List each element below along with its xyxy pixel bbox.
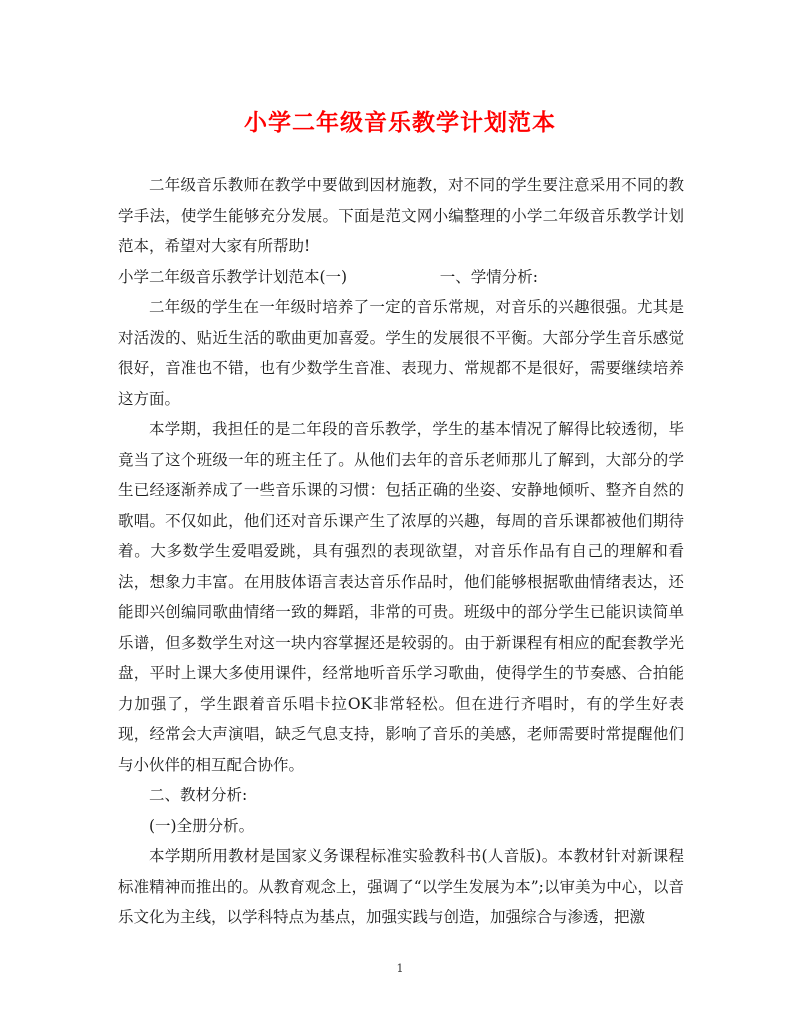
intro-paragraph: 二年级音乐教师在教学中要做到因材施教，对不同的学生要注意采用不同的教学手法，使学生能够充分发展。下面是范文网小编整理的小学二年级音乐教学计划范本，希望对大家有所帮助! — [118, 176, 684, 255]
page-number: 1 — [396, 962, 404, 975]
document-title: 小学二年级音乐教学计划范本 — [244, 109, 556, 136]
section-heading-2: 二、教材分析: — [149, 786, 248, 804]
subheading-1: (一)全册分析。 — [149, 816, 255, 835]
section-heading-1: 一、学情分析: — [439, 267, 538, 286]
paragraph-1: 二年级的学生在一年级时培养了一定的音乐常规，对音乐的兴趣很强。尤其是对活泼的、贴近生活的歌曲更加喜爱。学生的发展很不平衡。大部分学生音乐感觉很好，音准也不错，也有少数学生音准、表现力、常规都不是很好，需要继续培养这方面。 — [118, 298, 684, 408]
section-label: 小学二年级音乐教学计划范本(一) — [118, 267, 348, 286]
section-heading-row — [118, 262, 538, 293]
paragraph-2: 本学期，我担任的是二年段的音乐教学，学生的基本情况了解得比较透彻，毕竟当了这个班级一年的班主任了。从他们去年的音乐老师那儿了解到，大部分的学生已经逐渐养成了一些音乐课的习惯：包括正确的坐姿、安静地倾听、整齐自然的歌唱。不仅如此，他们还对音乐课产生了浓厚的兴趣，每周的音乐课都被他们期待着。大多数学生爱唱爱跳，具有强烈的表现欲望，对音乐作品有自己的理解和看法，想象力丰富。在用肢体语言表达音乐作品时，他们能够根据歌曲情绪表达，还能即兴创编同歌曲情绪一致的舞蹈，非常的可贵。班级中的部分学生已能识读简单乐谱，但多数学生对这一块内容掌握还是较弱的。由于新课程有相应的配套教学光盘，平时上课大多使用课件，经常地听音乐学习歌曲，使得学生的节奏感、合拍能力加强了，学生跟着音乐唱卡拉OK非常轻松。但在进行齐唱时，有的学生好表现，经常会大声演唱，缺乏气息支持，影响了音乐的美感，老师需要时常提醒他们与小伙伴的相互配合协作。 — [118, 420, 684, 774]
paragraph-3: 本学期所用教材是国家义务课程标准实验教科书(人音版)。本教材针对新课程标准精神而推出的。从教育观念上，强调了“以学生发展为本”;以审美为中心，以音乐文化为主线，以学科特点为基点，加强实践与创造，加强综合与渗透，把激 — [118, 847, 684, 926]
document-body — [118, 170, 684, 933]
